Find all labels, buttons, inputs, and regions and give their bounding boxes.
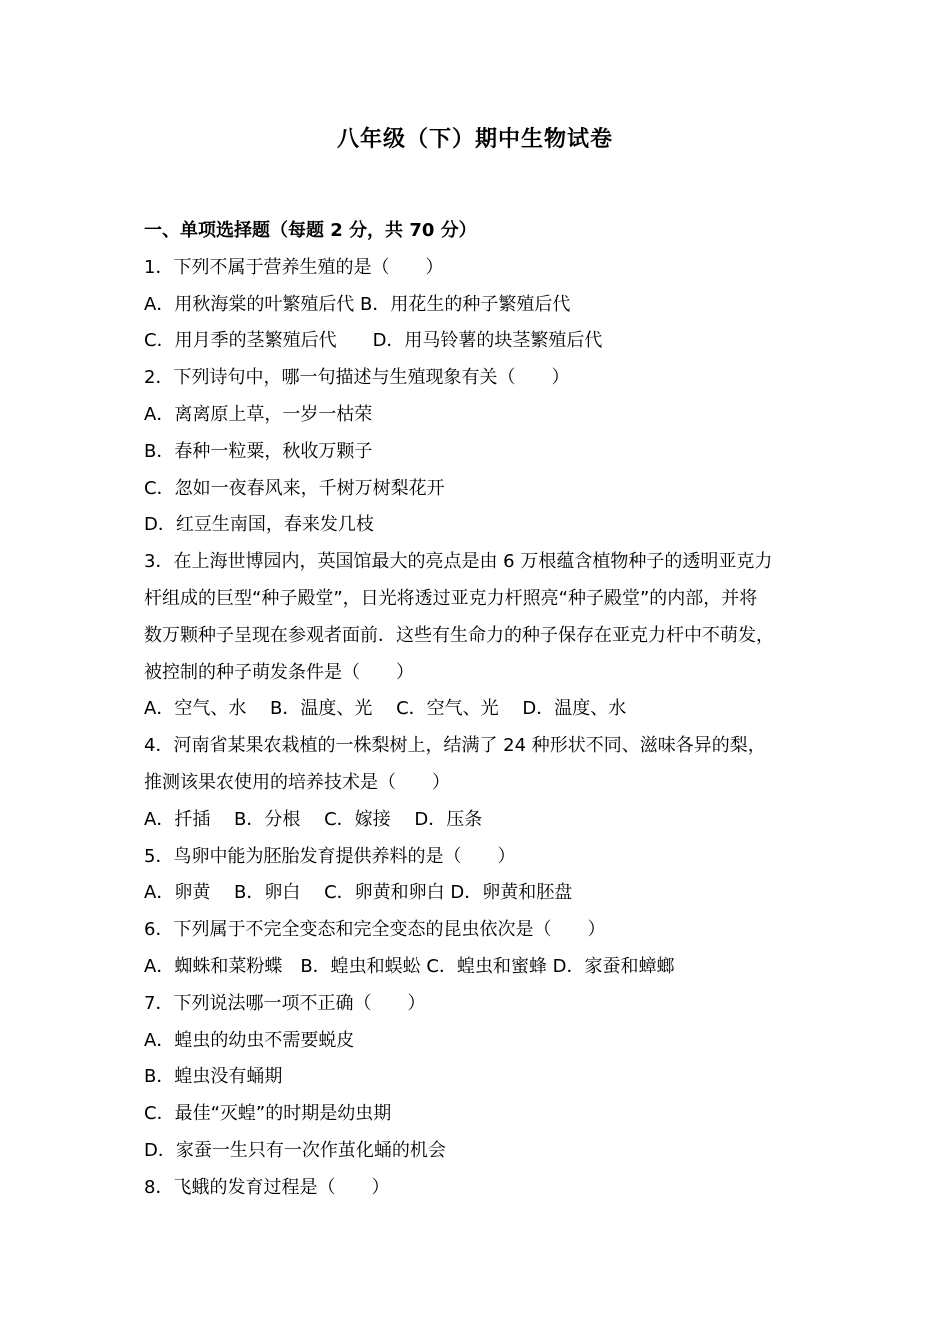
question-4-line-1: 4．河南省某果农栽植的一株梨树上，结满了 24 种形状不同、滋味各异的梨， xyxy=(144,735,766,757)
question-list xyxy=(144,213,824,1207)
question-5-options: A．卵黄 B．卵白 C．卵黄和卵白 D．卵黄和胚盘 xyxy=(144,882,573,904)
question-2-option-b: B．春种一粒粟，秋收万颗子 xyxy=(144,440,373,462)
question-2: 2．下列诗句中，哪一句描述与生殖现象有关（ ） xyxy=(144,367,570,389)
question-2-option-a: A．离离原上草，一岁一枯荣 xyxy=(144,403,373,425)
question-1-options-ab: A．用秋海棠的叶繁殖后代 B．用花生的种子繁殖后代 xyxy=(144,293,571,315)
question-3-line-3: 数万颗种子呈现在参观者面前．这些有生命力的种子保存在亚克力杆中不萌发， xyxy=(144,624,774,646)
question-2-option-c: C．忽如一夜春风来，千树万树梨花开 xyxy=(144,477,445,499)
section-heading: 一、单项选择题（每题 2 分，共 70 分） xyxy=(144,220,477,241)
question-2-option-d: D．红豆生南国，春来发几枝 xyxy=(144,514,374,536)
question-7-option-d: D．家蚕一生只有一次作茧化蛹的机会 xyxy=(144,1139,446,1161)
question-7: 7．下列说法哪一项不正确（ ） xyxy=(144,992,426,1014)
question-3-line-1: 3．在上海世博园内，英国馆最大的亮点是由 6 万根蕴含植物种子的透明亚克力 xyxy=(144,551,773,573)
question-3-options: A．空气、水 B．温度、光 C．空气、光 D．温度、水 xyxy=(144,698,627,720)
question-4-options: A．扦插 B．分根 C．嫁接 D．压条 xyxy=(144,808,483,830)
question-6-options: A．蜘蛛和菜粉蝶 B．蝗虫和蜈蚣 C．蝗虫和蜜蜂 D．家蚕和蟑螂 xyxy=(144,955,675,977)
question-7-option-b: B．蝗虫没有蛹期 xyxy=(144,1066,283,1088)
question-6: 6．下列属于不完全变态和完全变态的昆虫依次是（ ） xyxy=(144,919,606,941)
question-8: 8．飞蛾的发育过程是（ ） xyxy=(144,1176,390,1198)
question-3-line-4: 被控制的种子萌发条件是（ ） xyxy=(144,661,414,683)
question-5: 5．鸟卵中能为胚胎发育提供养料的是（ ） xyxy=(144,845,516,867)
page-title: 八年级（下）期中生物试卷 xyxy=(336,127,613,152)
question-7-option-a: A．蝗虫的幼虫不需要蜕皮 xyxy=(144,1029,355,1051)
question-1: 1．下列不属于营养生殖的是（ ） xyxy=(144,256,444,278)
question-4-line-2: 推测该果农使用的培养技术是（ ） xyxy=(144,771,450,793)
question-1-options-cd: C．用月季的茎繁殖后代 D．用马铃薯的块茎繁殖后代 xyxy=(144,330,603,352)
question-7-option-c: C．最佳“灭蝗”的时期是幼虫期 xyxy=(144,1103,392,1125)
question-3-line-2: 杆组成的巨型“种子殿堂”，日光将透过亚克力杆照亮“种子殿堂”的内部，并将 xyxy=(144,587,758,609)
